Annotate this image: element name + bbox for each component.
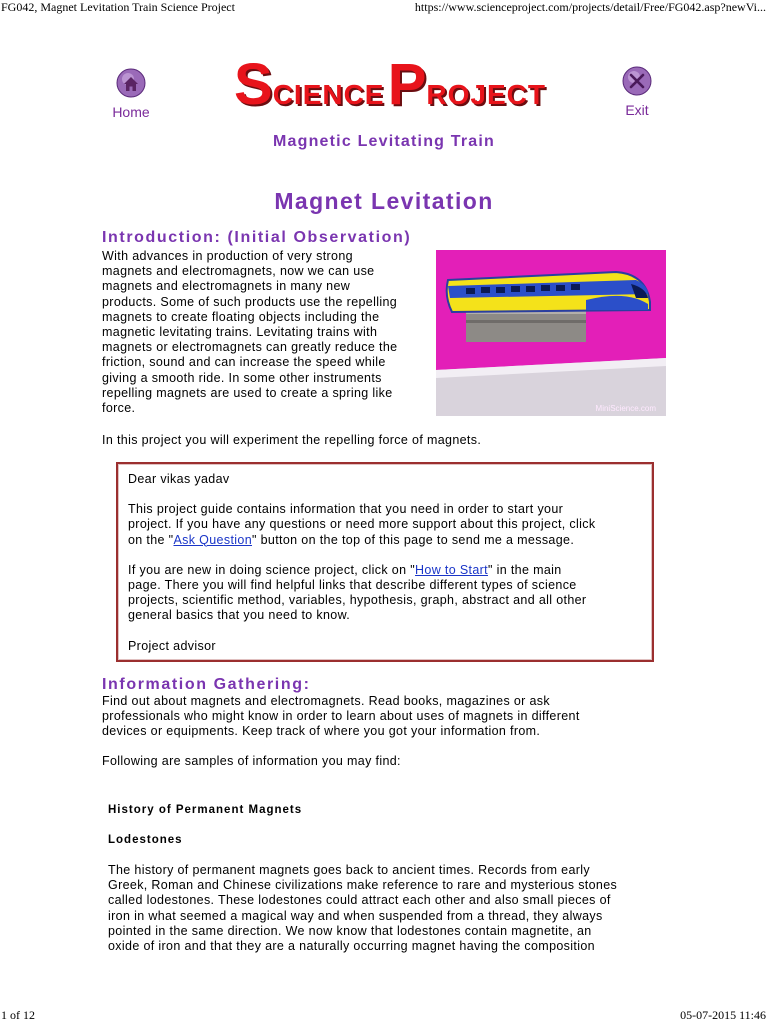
levitating-train-photo: [436, 250, 666, 416]
history-line: Greek, Roman and Chinese civilizations make reference to rare and mysterious stones: [108, 878, 618, 893]
advisor-text: on the ": [128, 532, 174, 547]
print-url: https://www.scienceproject.com/projects/detail/Free/FG042.asp?newVi...: [414, 0, 766, 14]
lodestones-heading: Lodestones: [108, 834, 183, 846]
advisor-text: project. If you have any questions or need more support about this project, click: [128, 517, 596, 532]
page-subtitle: Magnetic Levitating Train: [272, 133, 496, 150]
how-to-start-link[interactable]: How to Start: [415, 562, 488, 577]
science-project-logo: [234, 52, 546, 118]
introduction-heading: Introduction: (Initial Observation): [102, 229, 412, 246]
home-label: Home: [112, 104, 150, 120]
history-line: called lodestones. These lodestones could attract each other and also small pieces of: [108, 893, 611, 908]
home-icon: [116, 68, 146, 98]
info-line: Find out about magnets and electromagnets. Read books, magazines or ask: [102, 694, 551, 708]
page-number: 1 of 12: [1, 1008, 35, 1022]
advisor-signature: Project advisor: [128, 638, 216, 653]
history-line: iron in what seemed a magical way and when suspended from a thread, they always: [108, 908, 603, 923]
intro-line: magnetic levitating trains. Levitating trains with: [102, 325, 378, 340]
intro-line: repelling magnets are used to create a spring like: [102, 385, 393, 400]
print-header: [0, 0, 768, 14]
advisor-greeting: Dear vikas yadav: [128, 472, 230, 486]
advisor-text: " button on the top of this page to send me a message.: [252, 532, 575, 547]
print-footer: [0, 1008, 768, 1022]
advisor-text: If you are new in doing science project, click on ": [128, 562, 416, 577]
advisor-text: page. There you will find helpful links that describe different types of science: [128, 578, 577, 593]
advisor-text: general basics that you need to know.: [128, 608, 351, 623]
intro-line: magnets and electromagnets in many new: [102, 279, 351, 294]
logo-roject: ROJECT: [426, 79, 546, 110]
history-text: [108, 863, 617, 954]
intro-line: magnets and electromagnets, now we can use: [102, 264, 375, 279]
intro-line: With advances in production of very strong: [102, 249, 353, 263]
exit-button[interactable]: [614, 66, 660, 118]
advisor-text: " in the main: [488, 562, 562, 577]
history-line: The history of permanent magnets goes back to ancient times. Records from early: [108, 863, 591, 877]
train-illustration: [436, 250, 666, 416]
history-line: oxide of iron and that they are a naturally occurring magnet having the composition: [108, 939, 595, 954]
exit-label: Exit: [625, 102, 649, 118]
print-page-title: FG042, Magnet Levitation Train Science Project: [1, 0, 235, 14]
print-datetime: 05-07-2015 11:46: [680, 1008, 766, 1022]
advisor-text: This project guide contains information that you need in order to start your: [128, 502, 564, 517]
home-button[interactable]: [108, 68, 154, 120]
logo-p: P: [387, 52, 427, 117]
advisor-text: projects, scientific method, variables, hypothesis, graph, abstract and all other: [128, 593, 587, 608]
intro-line: magnets or electromagnets can greatly reduce the: [102, 340, 398, 355]
photo-credit: MiniScience.com: [595, 404, 656, 413]
logo-s: S: [234, 52, 273, 117]
intro-line: friction, sound and can increase the speed while: [102, 355, 386, 370]
info-line: devices or equipments. Keep track of where you got your information from.: [102, 724, 541, 739]
advisor-message-box: [116, 462, 654, 662]
information-gathering-text: [102, 694, 580, 740]
intro-line: magnets to create floating objects including the: [102, 309, 380, 324]
information-gathering-heading: Information Gathering:: [102, 676, 311, 693]
advisor-paragraph-2: [128, 563, 642, 624]
history-heading: History of Permanent Magnets: [108, 804, 303, 816]
advisor-paragraph-1: [128, 502, 642, 548]
intro-line: products. Some of such products use the repelling: [102, 294, 398, 309]
samples-line: Following are samples of information you may find:: [102, 754, 401, 768]
logo-cience: CIENCE: [272, 79, 385, 110]
info-line: professionals who might know in order to learn about uses of magnets in different: [102, 709, 580, 724]
intro-line: giving a smooth ride. In some other instruments: [102, 370, 382, 385]
experiment-line: In this project you will experiment the repelling force of magnets.: [102, 433, 482, 447]
history-line: pointed in the same direction. We now know that lodestones contain magnetite, an: [108, 923, 592, 938]
page-title: Magnet Levitation: [274, 188, 494, 214]
introduction-text: [102, 249, 432, 416]
close-icon: [622, 66, 652, 96]
intro-line: force.: [102, 401, 136, 416]
ask-question-link[interactable]: Ask Question: [173, 532, 253, 547]
